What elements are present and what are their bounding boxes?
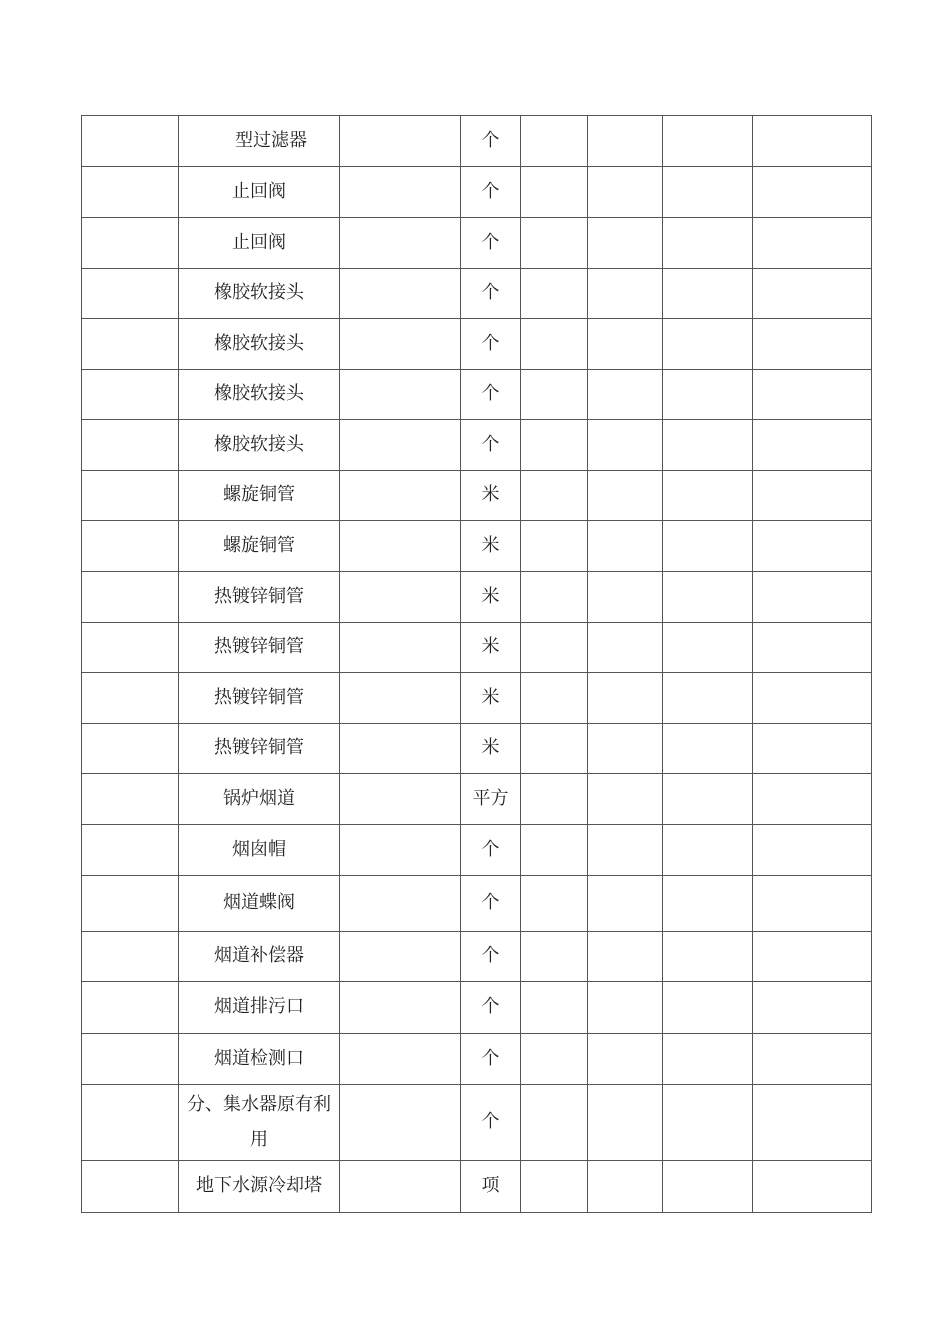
empty-cell	[663, 825, 753, 876]
empty-cell	[588, 420, 663, 471]
item-name-cell: 烟道蝶阀	[179, 876, 340, 932]
empty-cell	[82, 370, 179, 420]
empty-cell	[340, 825, 461, 876]
empty-cell	[588, 774, 663, 825]
empty-cell	[588, 218, 663, 269]
empty-cell	[340, 932, 461, 982]
empty-cell	[663, 1161, 753, 1213]
empty-cell	[521, 319, 588, 370]
unit-cell: 米	[461, 572, 521, 623]
empty-cell	[82, 982, 179, 1034]
empty-cell	[340, 319, 461, 370]
empty-cell	[588, 269, 663, 319]
unit-cell: 个	[461, 420, 521, 471]
empty-cell	[521, 269, 588, 319]
item-name-cell: 地下水源冷却塔	[179, 1161, 340, 1213]
empty-cell	[521, 1085, 588, 1161]
empty-cell	[340, 521, 461, 572]
empty-cell	[82, 932, 179, 982]
item-name-cell: 橡胶软接头	[179, 420, 340, 471]
table-row	[82, 167, 872, 218]
empty-cell	[588, 167, 663, 218]
empty-cell	[340, 218, 461, 269]
table-row	[82, 1085, 872, 1161]
empty-cell	[82, 521, 179, 572]
empty-cell	[753, 420, 872, 471]
empty-cell	[753, 623, 872, 673]
empty-cell	[588, 724, 663, 774]
empty-cell	[753, 218, 872, 269]
equipment-table	[81, 115, 872, 1213]
empty-cell	[521, 420, 588, 471]
empty-cell	[663, 1034, 753, 1085]
table-row	[82, 269, 872, 319]
empty-cell	[663, 116, 753, 167]
unit-cell: 个	[461, 167, 521, 218]
item-name-cell: 螺旋铜管	[179, 471, 340, 521]
empty-cell	[521, 774, 588, 825]
empty-cell	[588, 319, 663, 370]
table-row	[82, 471, 872, 521]
table-row	[82, 370, 872, 420]
empty-cell	[753, 774, 872, 825]
empty-cell	[82, 572, 179, 623]
table-row	[82, 724, 872, 774]
empty-cell	[340, 1085, 461, 1161]
table-row	[82, 1161, 872, 1213]
empty-cell	[521, 116, 588, 167]
item-name-cell: 热镀锌铜管	[179, 724, 340, 774]
empty-cell	[753, 673, 872, 724]
empty-cell	[82, 623, 179, 673]
unit-cell: 米	[461, 724, 521, 774]
table-row	[82, 774, 872, 825]
empty-cell	[753, 1085, 872, 1161]
empty-cell	[753, 724, 872, 774]
empty-cell	[340, 1161, 461, 1213]
empty-cell	[753, 932, 872, 982]
empty-cell	[753, 1034, 872, 1085]
empty-cell	[588, 370, 663, 420]
table-row	[82, 420, 872, 471]
item-name-cell: 烟道排污口	[179, 982, 340, 1034]
empty-cell	[521, 370, 588, 420]
unit-cell: 个	[461, 1034, 521, 1085]
empty-cell	[340, 420, 461, 471]
empty-cell	[82, 724, 179, 774]
empty-cell	[82, 774, 179, 825]
empty-cell	[663, 471, 753, 521]
empty-cell	[521, 673, 588, 724]
empty-cell	[588, 1161, 663, 1213]
unit-cell: 个	[461, 370, 521, 420]
item-name-cell: 烟囱帽	[179, 825, 340, 876]
empty-cell	[663, 167, 753, 218]
table-row	[82, 572, 872, 623]
empty-cell	[753, 1161, 872, 1213]
table-row	[82, 319, 872, 370]
empty-cell	[521, 825, 588, 876]
table-body	[82, 116, 872, 1213]
item-name-cell: 分、集水器原有利用	[179, 1085, 340, 1161]
empty-cell	[340, 724, 461, 774]
unit-cell: 个	[461, 1085, 521, 1161]
table-row	[82, 876, 872, 932]
empty-cell	[663, 420, 753, 471]
empty-cell	[82, 876, 179, 932]
empty-cell	[753, 370, 872, 420]
item-name-cell: 橡胶软接头	[179, 269, 340, 319]
empty-cell	[663, 521, 753, 572]
empty-cell	[521, 1034, 588, 1085]
empty-cell	[340, 982, 461, 1034]
empty-cell	[753, 471, 872, 521]
item-name-cell: 止回阀	[179, 167, 340, 218]
empty-cell	[753, 572, 872, 623]
item-name-cell: 螺旋铜管	[179, 521, 340, 572]
empty-cell	[588, 982, 663, 1034]
empty-cell	[340, 876, 461, 932]
unit-cell: 平方	[461, 774, 521, 825]
empty-cell	[521, 218, 588, 269]
empty-cell	[340, 1034, 461, 1085]
empty-cell	[340, 623, 461, 673]
empty-cell	[753, 319, 872, 370]
unit-cell: 个	[461, 116, 521, 167]
item-name-cell: 热镀锌铜管	[179, 572, 340, 623]
unit-cell: 米	[461, 521, 521, 572]
empty-cell	[588, 825, 663, 876]
empty-cell	[663, 876, 753, 932]
empty-cell	[588, 116, 663, 167]
unit-cell: 个	[461, 319, 521, 370]
empty-cell	[82, 116, 179, 167]
empty-cell	[663, 623, 753, 673]
item-name-cell: 热镀锌铜管	[179, 623, 340, 673]
table-row	[82, 1034, 872, 1085]
empty-cell	[663, 319, 753, 370]
empty-cell	[521, 471, 588, 521]
unit-cell: 个	[461, 982, 521, 1034]
empty-cell	[521, 623, 588, 673]
table-row	[82, 116, 872, 167]
empty-cell	[663, 1085, 753, 1161]
unit-cell: 米	[461, 471, 521, 521]
empty-cell	[82, 825, 179, 876]
empty-cell	[663, 673, 753, 724]
empty-cell	[82, 319, 179, 370]
empty-cell	[82, 420, 179, 471]
item-name-cell: 烟道检测口	[179, 1034, 340, 1085]
table-row	[82, 825, 872, 876]
table-row	[82, 673, 872, 724]
empty-cell	[521, 167, 588, 218]
empty-cell	[340, 471, 461, 521]
empty-cell	[588, 471, 663, 521]
table-row	[82, 218, 872, 269]
empty-cell	[340, 774, 461, 825]
item-name-cell: 烟道补偿器	[179, 932, 340, 982]
empty-cell	[663, 724, 753, 774]
unit-cell: 米	[461, 673, 521, 724]
empty-cell	[82, 471, 179, 521]
empty-cell	[663, 572, 753, 623]
empty-cell	[753, 521, 872, 572]
empty-cell	[588, 623, 663, 673]
item-name-cell: 止回阀	[179, 218, 340, 269]
empty-cell	[663, 932, 753, 982]
table-row	[82, 521, 872, 572]
empty-cell	[588, 572, 663, 623]
empty-cell	[521, 1161, 588, 1213]
empty-cell	[663, 370, 753, 420]
empty-cell	[82, 1085, 179, 1161]
empty-cell	[588, 521, 663, 572]
empty-cell	[663, 218, 753, 269]
empty-cell	[82, 1161, 179, 1213]
empty-cell	[82, 1034, 179, 1085]
empty-cell	[663, 774, 753, 825]
empty-cell	[340, 673, 461, 724]
table-row	[82, 982, 872, 1034]
table-row	[82, 623, 872, 673]
empty-cell	[521, 572, 588, 623]
unit-cell: 个	[461, 825, 521, 876]
table-row	[82, 932, 872, 982]
empty-cell	[663, 982, 753, 1034]
empty-cell	[521, 724, 588, 774]
unit-cell: 个	[461, 932, 521, 982]
item-name-cell: 橡胶软接头	[179, 370, 340, 420]
empty-cell	[521, 521, 588, 572]
empty-cell	[753, 167, 872, 218]
empty-cell	[753, 876, 872, 932]
empty-cell	[82, 673, 179, 724]
empty-cell	[588, 1034, 663, 1085]
item-name-cell: 型过滤器	[179, 116, 340, 167]
empty-cell	[588, 673, 663, 724]
empty-cell	[82, 269, 179, 319]
empty-cell	[340, 116, 461, 167]
unit-cell: 个	[461, 269, 521, 319]
empty-cell	[588, 876, 663, 932]
empty-cell	[753, 825, 872, 876]
empty-cell	[753, 116, 872, 167]
empty-cell	[340, 269, 461, 319]
unit-cell: 项	[461, 1161, 521, 1213]
empty-cell	[588, 932, 663, 982]
empty-cell	[82, 218, 179, 269]
empty-cell	[663, 269, 753, 319]
item-name-cell: 橡胶软接头	[179, 319, 340, 370]
empty-cell	[340, 572, 461, 623]
empty-cell	[521, 932, 588, 982]
empty-cell	[521, 876, 588, 932]
empty-cell	[753, 982, 872, 1034]
empty-cell	[588, 1085, 663, 1161]
empty-cell	[753, 269, 872, 319]
empty-cell	[340, 167, 461, 218]
empty-cell	[340, 370, 461, 420]
empty-cell	[521, 982, 588, 1034]
unit-cell: 个	[461, 218, 521, 269]
unit-cell: 米	[461, 623, 521, 673]
item-name-cell: 锅炉烟道	[179, 774, 340, 825]
item-name-cell: 热镀锌铜管	[179, 673, 340, 724]
empty-cell	[82, 167, 179, 218]
unit-cell: 个	[461, 876, 521, 932]
